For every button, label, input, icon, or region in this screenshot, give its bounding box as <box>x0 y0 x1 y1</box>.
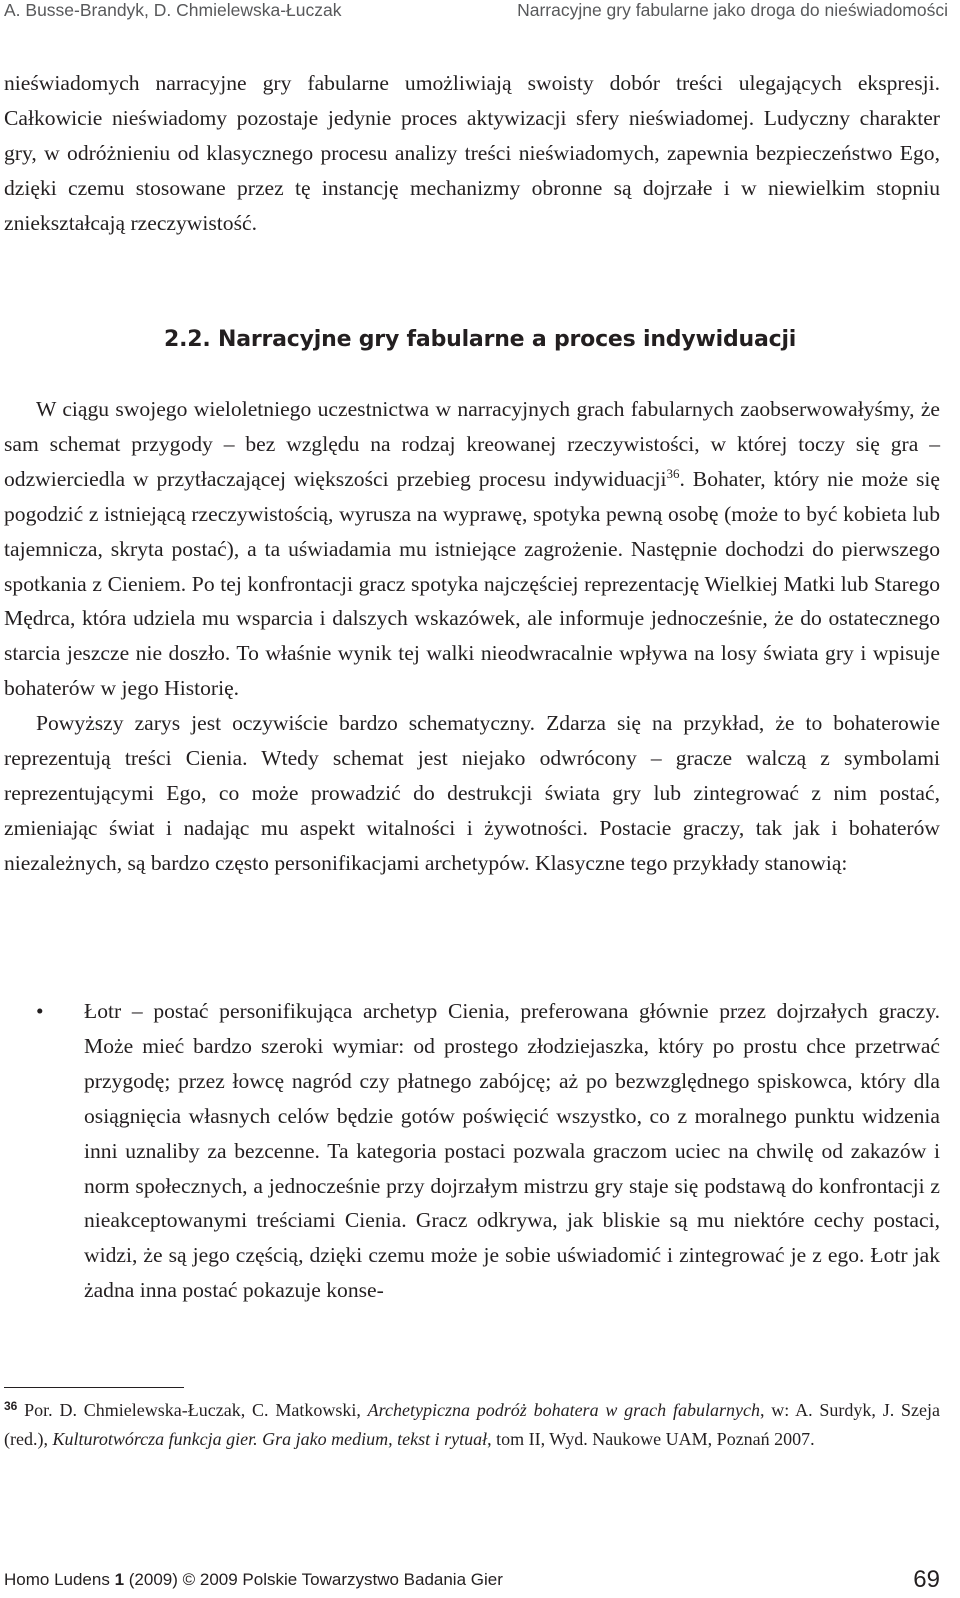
bullet-marker: • <box>36 999 44 1023</box>
footnote-suffix: , tom II, Wyd. Naukowe UAM, Poznań 2007. <box>487 1428 815 1449</box>
footnote-middle: , w: A. Surdyk, J. Szeja (red.), <box>4 1400 940 1449</box>
footnote-prefix: Por. D. Chmielewska-Łuczak, C. Matkowski, <box>17 1400 368 1420</box>
footnote <box>4 1396 940 1454</box>
footer-volume: 1 <box>109 1570 125 1589</box>
footnote-divider <box>4 1387 184 1388</box>
footnote-reference[interactable]: 36 <box>666 465 680 481</box>
paragraph-1-text-b: . Bohater, który nie może się pogodzić z istniejącą rzeczywistością, wyrusza na wyprawę, spotyka pewną osobę (może to być kobieta lub tajemnicza, skryta postać), a ta uświadamia mu istniejące zagrożenie. Następnie dochodzi do pierwszego spotkania z Cieniem. Po tej konfrontacji gracz spotyka najczęściej reprezentację Wielkiej Matki lub Starego Mędrca, która udziela mu wsparcia i dalszych wskazówek, ale informuje jednocześnie, że do ostatecznego starcia jeszcze nie doszło. To właśnie wynik tej walki nieodwracalnie wpływa na losy świata gry i wpisuje bohaterów w jego Historię. <box>4 466 940 701</box>
section-paragraph-1 <box>4 392 940 706</box>
section-body <box>4 392 940 881</box>
header-authors: A. Busse-Brandyk, D. Chmielewska-Łuczak <box>4 0 342 20</box>
intro-text <box>4 66 940 241</box>
footer-copyright: (2009) © 2009 Polskie Towarzystwo Badania Gier <box>124 1570 503 1589</box>
footer-citation <box>4 1570 503 1590</box>
bullet-text: Łotr – postać personifikująca archetyp Cienia, preferowana głównie przez dojrzałych graczy. Może mieć bardzo szeroki wymiar: od prostego złodziejaszka, który po prostu chce przetrwać przygodę; przez łowcę nagród czy płatnego zabójcę; aż po bezwzględnego spiskowca, który dla osiągnięcia własnych celów będzie gotów poświęcić wszystko, co z moralnego punktu widzenia inni uznaliby za bezcenne. Ta kategoria postaci pozwala graczom uciec na chwilę od zakazów i norm społecznych, a jednocześnie przy dojrzałym mistrzu gry staje się podstawą do konfrontacji z nieakceptowanymi treściami Cienia. Gracz odkrywa, jak bliskie są mu niektóre cechy postaci, widzi, że są jego częścią, dzięki czemu może je sobie uświadomić i zintegrować je z ego. Łotr jak żadna inna postać pokazuje konse- <box>84 999 940 1303</box>
page-footer <box>4 1566 940 1596</box>
bullet-item <box>4 994 940 1308</box>
paragraph-1-text-a: W ciągu swojego wieloletniego uczestnictwa w narracyjnych grach fabularnych zaobserwowałyśmy, że sam schemat przygody – bez względu na rodzaj kreowanej rzeczywistości, w której toczy się gra – odzwierciedla w przytłaczającej większości przebieg procesu indywiduacji <box>4 397 940 491</box>
running-header <box>0 0 960 26</box>
section-paragraph-2: Powyższy zarys jest oczywiście bardzo schematyczny. Zdarza się na przykład, że to bohaterowie reprezentują treści Cienia. Wtedy schemat jest niejako odwrócony – gracze walczą z symbolami reprezentującymi Ego, co może prowadzić do destrukcji świata gry lub zintegrować z nim postać, zmieniając świat i nadając mu aspekt witalności i żywotności. Postacie graczy, tak jak i bohaterów niezależnych, są bardzo często personifikacjami archetypów. Klasyczne tego przykłady stanowią: <box>4 711 940 875</box>
footnote-title-1: Archetypiczna podróż bohatera w grach fabularnych <box>367 1400 760 1420</box>
intro-paragraph: nieświadomych narracyjne gry fabularne umożliwiają swoisty dobór treści ulegających ekspresji. Całkowicie nieświadomy pozostaje jedynie proces aktywizacji sfery nieświadomej. Ludyczny charakter gry, w odróżnieniu od klasycznego procesu analizy treści nieświadomych, zapewnia bezpieczeństwo Ego, dzięki czemu stosowane przez tę instancję mechanizmy obronne są dojrzałe i w niewielkim stopniu zniekształcają rzeczywistość. <box>4 71 940 235</box>
bullet-list <box>4 994 940 1308</box>
page-number: 69 <box>913 1566 940 1593</box>
footnote-number: 36 <box>4 1399 18 1413</box>
section-heading: 2.2. Narracyjne gry fabularne a proces indywiduacji <box>164 327 797 352</box>
footnote-title-2: Kulturotwórcza funkcja gier. Gra jako medium, tekst i rytuał <box>52 1428 488 1449</box>
header-running-title: Narracyjne gry fabularne jako droga do nieświadomości <box>517 0 948 20</box>
footer-journal: Homo Ludens <box>4 1570 110 1589</box>
